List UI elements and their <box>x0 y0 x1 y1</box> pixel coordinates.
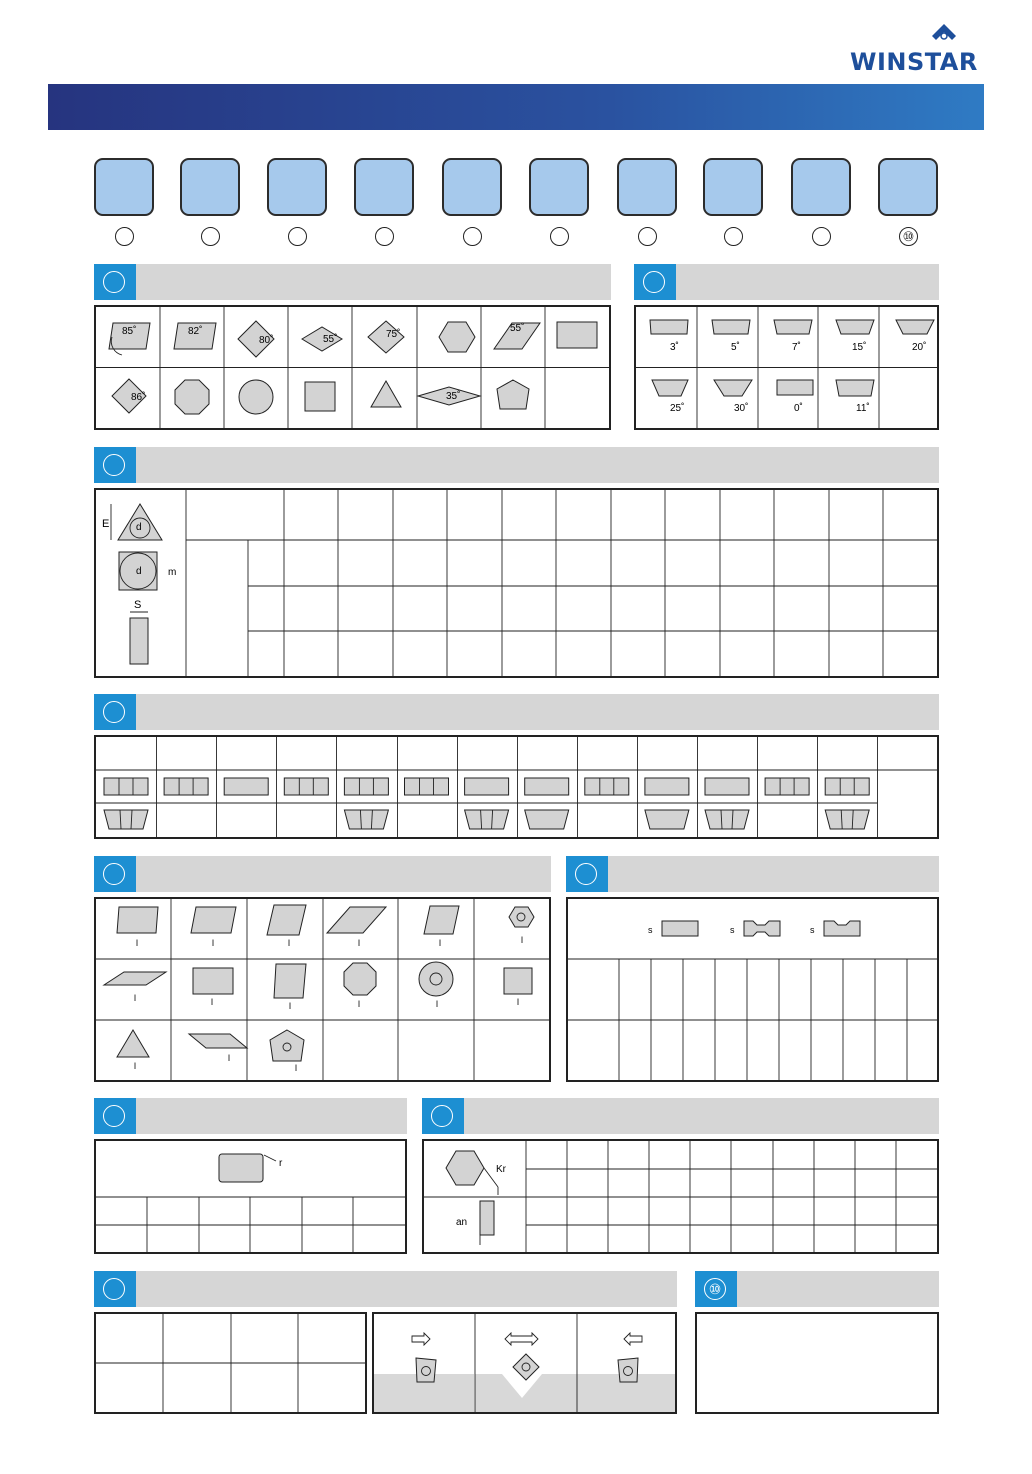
code-position-number <box>115 227 134 246</box>
angle-35: 35˚ <box>446 391 461 402</box>
length-label: l <box>436 999 438 1009</box>
chipbreaker-profile <box>525 778 569 795</box>
section-number <box>103 1105 125 1127</box>
chipbreaker-profile <box>344 778 388 795</box>
section-shape-header <box>94 264 611 300</box>
length-labels <box>134 935 523 1073</box>
angle-80: 80˚ <box>259 335 274 346</box>
chipbreaker-profile <box>224 778 268 795</box>
angle-85: 85˚ <box>122 326 137 337</box>
code-position-box <box>94 158 154 216</box>
length-label: l <box>134 993 136 1003</box>
chipbreaker-profile <box>765 778 809 795</box>
code-position-number: ⑩ <box>899 227 918 246</box>
section-number: ⑩ <box>704 1278 726 1300</box>
code-position-box <box>442 158 502 216</box>
length-label: l <box>288 938 290 948</box>
chipbreaker-profile-neg <box>344 810 388 829</box>
section-thickness-header <box>566 856 939 892</box>
length-label: l <box>228 1053 230 1063</box>
length-label: l <box>358 938 360 948</box>
section-number <box>103 1278 125 1300</box>
direction-diagrams <box>372 1312 677 1414</box>
length-label: l <box>521 935 523 945</box>
code-position-box <box>791 158 851 216</box>
chipbreaker-profile-neg <box>104 810 148 829</box>
code-position-number <box>550 227 569 246</box>
length-label: l <box>211 997 213 1007</box>
tol-d2-label: d <box>136 566 142 577</box>
insert-neutral-icon <box>513 1354 539 1380</box>
section-corner-header <box>94 1098 407 1134</box>
angle-82: 82˚ <box>188 326 203 337</box>
angle-75: 75˚ <box>386 329 401 340</box>
clearance-25: 25˚ <box>670 403 685 414</box>
chipbreaker-profile <box>405 778 449 795</box>
clearance-15: 15˚ <box>852 342 867 353</box>
shape-grid <box>94 305 611 430</box>
clearance-5: 5˚ <box>731 342 740 353</box>
code-position-number <box>724 227 743 246</box>
section-direction-header <box>94 1271 677 1307</box>
title-banner <box>48 84 984 130</box>
chipbreaker-profile <box>645 778 689 795</box>
section-number <box>103 271 125 293</box>
section-number <box>103 454 125 476</box>
clearance-11: 11˚ <box>856 403 870 414</box>
tol-e-label: E <box>102 518 110 530</box>
clearance-0: 0˚ <box>794 403 803 414</box>
clearance-7: 7˚ <box>792 342 801 353</box>
chipbreaker-profile-neg <box>525 810 569 829</box>
clearance-20: 20˚ <box>912 342 927 353</box>
chipbreaker-profile <box>705 778 749 795</box>
arrow-both-icon <box>505 1333 538 1345</box>
angle-55b: 55˚ <box>510 323 525 334</box>
tol-s-label: S <box>134 599 142 611</box>
angle-86: 86˚ <box>131 392 146 403</box>
code-position-box <box>703 158 763 216</box>
section-number <box>103 701 125 723</box>
insert-left-icon <box>618 1358 638 1382</box>
length-label: l <box>295 1063 297 1073</box>
chipbreaker-profile <box>104 778 148 795</box>
length-label: l <box>212 938 214 948</box>
brand-name: WINSTAR <box>850 48 978 76</box>
angle-55: 55˚ <box>323 334 338 345</box>
direction-table <box>94 1312 367 1414</box>
chipbreaker-profile-neg <box>645 810 689 829</box>
section-tolerance-header <box>94 447 939 483</box>
code-position-number <box>375 227 394 246</box>
section-number <box>575 863 597 885</box>
length-label: l <box>289 1001 291 1011</box>
chipbreaker-profile <box>284 778 328 795</box>
code-position-number <box>201 227 220 246</box>
code-position-number <box>463 227 482 246</box>
angle-an-label: an <box>456 1217 468 1228</box>
clearance-3: 3˚ <box>670 342 679 353</box>
length-label: l <box>358 999 360 1009</box>
thickness-s3: s <box>810 925 815 935</box>
section-option-header <box>695 1271 939 1307</box>
clearance-grid <box>634 305 939 430</box>
cutting-angle-table <box>422 1139 939 1254</box>
code-position-box <box>529 158 589 216</box>
option-box <box>695 1312 939 1414</box>
section-number <box>103 863 125 885</box>
section-clearance-header <box>634 264 939 300</box>
insert-right-icon <box>416 1358 436 1382</box>
section-chipbreaker-header <box>94 694 939 730</box>
code-position-box <box>354 158 414 216</box>
chipbreaker-profile-neg <box>705 810 749 829</box>
tol-m-label: m <box>168 567 177 578</box>
chipbreaker-profile-neg <box>465 810 509 829</box>
thickness-s2: s <box>730 925 735 935</box>
clearance-30: 30˚ <box>734 403 749 414</box>
angle-kr-label: Kr <box>496 1164 506 1175</box>
code-position-number <box>288 227 307 246</box>
tolerance-table <box>94 488 939 678</box>
chipbreaker-profile <box>825 778 869 795</box>
code-position-number <box>638 227 657 246</box>
corner-r-label: r <box>279 1158 283 1169</box>
length-label: l <box>439 938 441 948</box>
chipbreaker-profile <box>465 778 509 795</box>
code-position-box <box>878 158 938 216</box>
length-label: l <box>517 997 519 1007</box>
length-label: l <box>134 1061 136 1071</box>
code-position-box <box>617 158 677 216</box>
tol-d-label: d <box>136 522 142 533</box>
length-grid <box>94 897 551 1082</box>
chipbreaker-profile <box>164 778 208 795</box>
corner-radius-table <box>94 1139 407 1254</box>
thickness-s1: s <box>648 925 653 935</box>
length-label: l <box>136 938 138 948</box>
section-number <box>431 1105 453 1127</box>
section-number <box>643 271 665 293</box>
code-position-box <box>267 158 327 216</box>
winstar-logo <box>848 22 988 74</box>
section-length-header <box>94 856 551 892</box>
arrow-left-icon <box>624 1333 642 1345</box>
section-angle-header <box>422 1098 939 1134</box>
chipbreaker-table <box>94 735 939 839</box>
arrow-right-icon <box>412 1333 430 1345</box>
chipbreaker-profile-neg <box>825 810 869 829</box>
code-position-number <box>812 227 831 246</box>
code-position-box <box>180 158 240 216</box>
thickness-table <box>566 897 939 1082</box>
chipbreaker-profile <box>585 778 629 795</box>
